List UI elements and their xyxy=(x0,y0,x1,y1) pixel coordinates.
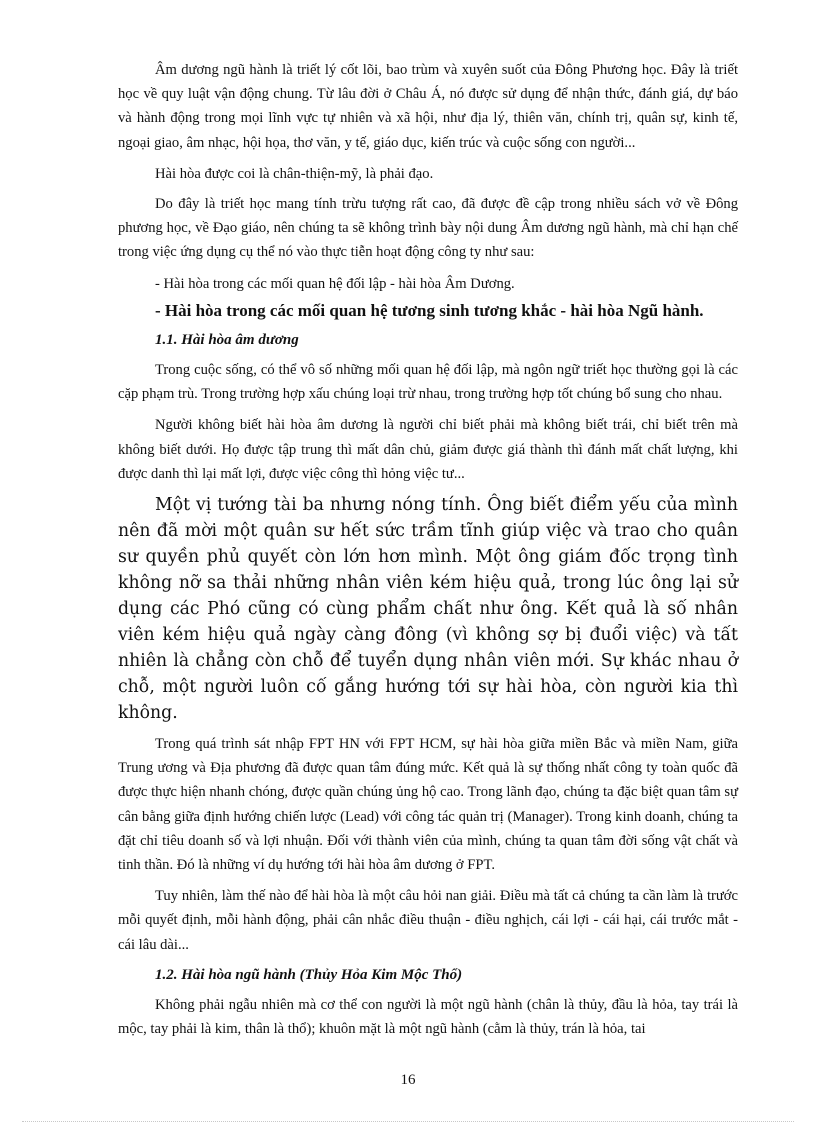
page-number: 16 xyxy=(400,1072,416,1088)
paragraph-fpt-merger: Trong quá trình sát nhập FPT HN với FPT HCM, sự hài hòa giữa miền Bắc và miền Nam, giữa Trung ương và Địa phương đã được quan tâm đúng mức. Kết quả là sự thống nhất công ty toàn quốc đã được thực hiện nhanh chóng, được quần chúng ủng hộ cao. Trong lãnh đạo, chúng ta đặc biệt quan tâm sự cân bằng giữa định hướng chiến lược (Lead) với công tác quản trị (Manager). Trong kinh doanh, chúng ta đặt chỉ tiêu doanh số và lợi nhuận. Đối với thành viên của mình, chúng ta quan tâm đời sống vật chất và tinh thần. Đó là những ví dụ hướng tới hài hòa âm dương ở FPT. xyxy=(118,736,738,874)
page-body xyxy=(118,58,738,1048)
paragraph-body-five-elements: Không phải ngẫu nhiên mà cơ thể con người là một ngũ hành (chân là thủy, đầu là hỏa, tay trái là mộc, tay phải là kim, thân là thổ); khuôn mặt là một ngũ hành (cằm là thủy, trán là hỏa, tai xyxy=(118,997,738,1038)
paragraph-unbalanced-person: Người không biết hài hòa âm dương là người chỉ biết phải mà không biết trái, chỉ biết trên mà không biết dưới. Họ được tập trung thì mất dân chủ, giảm được giá thành thì đánh mất chất lượng, khi được danh thì lại mất lợi, được việc công thì hỏng việc tư... xyxy=(118,417,738,482)
paragraph-general-example: Một vị tướng tài ba nhưng nóng tính. Ông biết điểm yếu của mình nên đã mời một quân sư hết sức trầm tĩnh giúp việc và trao cho quân sư quyền phủ quyết còn lớn hơn mình. Một ông giám đốc trọng tình không nỡ sa thải những nhân viên kém hiệu quả, trong lúc ông lại sử dụng các Phó cũng có cùng phẩm chất như ông. Kết quả là số nhân viên kém hiệu quả ngày càng đông (vì không sợ bị đuổi việc) và tất nhiên là chẳng còn chỗ để tuyển dụng nhân viên mới. Sự khác nhau ở chỗ, một người luôn cố gắng hướng tới sự hài hòa, còn người kia thì không. xyxy=(118,495,738,724)
section-heading-1-2: 1.2. Hài hòa ngũ hành (Thủy Hỏa Kim Mộc Thổ) xyxy=(155,966,463,983)
paragraph-scope: Do đây là triết học mang tính trừu tượng rất cao, đã được đề cập trong nhiều sách vở về Đông phương học, về Đạo giáo, nên chúng ta sẽ không trình bày nội dung Âm dương ngũ hành, mà chỉ hạn chế trong việc ứng dụng cụ thể nó vào thực tiễn hoạt động công ty như sau: xyxy=(118,196,738,261)
paragraph-opposites: Trong cuộc sống, có thể vô số những mối quan hệ đối lập, mà ngôn ngữ triết học thường gọi là các cặp phạm trù. Trong trường hợp xấu chúng loại trừ nhau, trong trường hợp tốt chúng bổ sung cho nhau. xyxy=(118,362,738,403)
paragraph-how-to-harmonize: Tuy nhiên, làm thế nào để hài hòa là một câu hỏi nan giải. Điều mà tất cả chúng ta cần làm là trước mỗi quyết định, mỗi hành động, phải cân nhắc điều thuận - điều nghịch, cái lợi - cái hại, cái trước mắt - cái lâu dài... xyxy=(118,888,738,953)
paragraph-harmony-definition: Hài hòa được coi là chân-thiện-mỹ, là phải đạo. xyxy=(155,165,434,182)
page-bottom-divider xyxy=(22,1121,794,1122)
bullet-five-elements: - Hài hòa trong các mối quan hệ tương sinh tương khắc - hài hòa Ngũ hành. xyxy=(155,300,704,320)
section-heading-1-1: 1.1. Hài hòa âm dương xyxy=(155,331,299,348)
bullet-yin-yang: - Hài hòa trong các mối quan hệ đối lập - hài hòa Âm Dương. xyxy=(155,275,515,292)
paragraph-intro: Âm dương ngũ hành là triết lý cốt lõi, bao trùm và xuyên suốt của Đông Phương học. Đây là triết học về quy luật vận động chung. Từ lâu đời ở Châu Á, nó được sử dụng để nhận thức, đánh giá, dự báo và hành động trong mọi lĩnh vực tự nhiên và xã hội, như địa lý, thiên văn, chính trị, quân sự, kinh tế, ngoại giao, âm nhạc, hội họa, thơ văn, y tế, giáo dục, kiến trúc và cuộc sống con người... xyxy=(118,62,738,151)
